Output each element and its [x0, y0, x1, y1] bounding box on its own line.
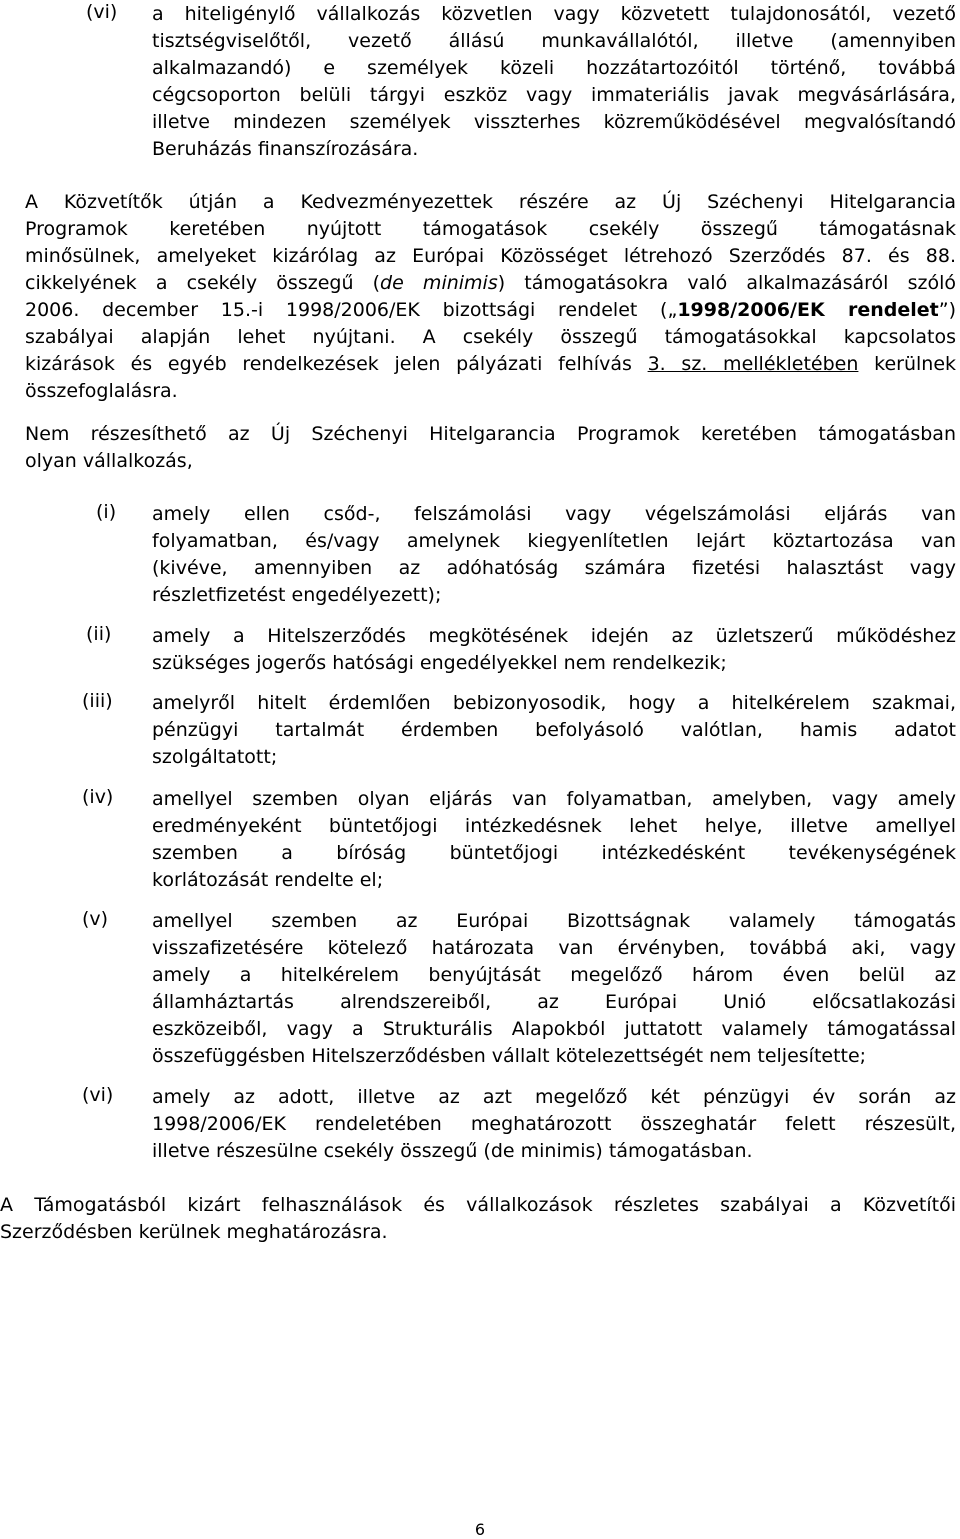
para1-line-8: összefoglalásra.	[25, 380, 178, 402]
exclusion-intro-paragraph	[25, 421, 956, 475]
top-item-line-3: alkalmazandó) e személyek közeli hozzátartozóitól történő, továbbá	[152, 57, 956, 79]
para2-line-1: Nem részesíthető az Új Széchenyi Hitelgarancia Programok keretében támogatásban	[25, 423, 956, 445]
top-item-line-5: illetve mindezen személyek visszterhes közreműködésével megvalósítandó	[152, 111, 956, 133]
exclusion-item-label: (i)	[96, 501, 117, 523]
exclusion-item-label: (ii)	[86, 623, 112, 645]
top-item-line-1: a hiteligénylő vállalkozás közvetlen vagy közvetett tulajdonosától, vezető	[152, 3, 956, 25]
para1-line-3: minősülnek, amelyeket kizárólag az Európai Közösséget létrehozó Szerződés 87. és 88.	[25, 245, 956, 267]
top-item-line-4: cégcsoporton belüli tárgyi eszköz vagy immateriális javak megvásárlására,	[152, 84, 956, 106]
para1-line-4: cikkelyének a csekély összegű (de minimis) támogatásokra való alkalmazásáról szóló	[25, 272, 956, 294]
para1-line-6: szabályai alapján lehet nyújtani. A csekély összegű támogatásokkal kapcsolatos	[25, 326, 956, 348]
top-item-line-6: Beruházás finanszírozására.	[152, 138, 419, 160]
exclusion-item-label: (vi)	[82, 1084, 114, 1106]
para1-line-2: Programok keretében nyújtott támogatások csekély összegű támogatásnak	[25, 218, 956, 240]
regulation-bold: 1998/2006/EK rendelet	[677, 299, 939, 321]
para3-line-1: A Támogatásból kizárt felhasználások és vállalkozások részletes szabályai a Közvetítői	[0, 1194, 956, 1216]
top-item-line-2: tisztségviselőtől, vezető állású munkavállalótól, illetve (amennyiben	[152, 30, 956, 52]
exclusion-item-label: (v)	[82, 908, 109, 930]
para1-line-7: kizárások és egyéb rendelkezések jelen pályázati felhívás 3. sz. mellékletében kerülnek	[25, 353, 956, 375]
de-minimis-paragraph	[25, 189, 956, 405]
top-item-label: (vi)	[86, 1, 118, 23]
para3-line-2: Szerződésben kerülnek meghatározásra.	[0, 1221, 388, 1243]
de-minimis-italic: de minimis	[380, 272, 498, 294]
annex-link[interactable]: 3. sz. mellékletében	[647, 353, 859, 375]
closing-paragraph	[0, 1192, 956, 1246]
exclusion-item-label: (iv)	[82, 786, 114, 808]
para2-line-2: olyan vállalkozás,	[25, 450, 193, 472]
para1-line-1: A Közvetítők útján a Kedvezményezettek részére az Új Széchenyi Hitelgarancia	[25, 191, 956, 213]
para1-line-5: 2006. december 15.-i 1998/2006/EK bizottsági rendelet („1998/2006/EK rendelet”)	[25, 299, 956, 321]
page-number: 6	[474, 1520, 486, 1539]
exclusion-item-label: (iii)	[82, 690, 113, 712]
